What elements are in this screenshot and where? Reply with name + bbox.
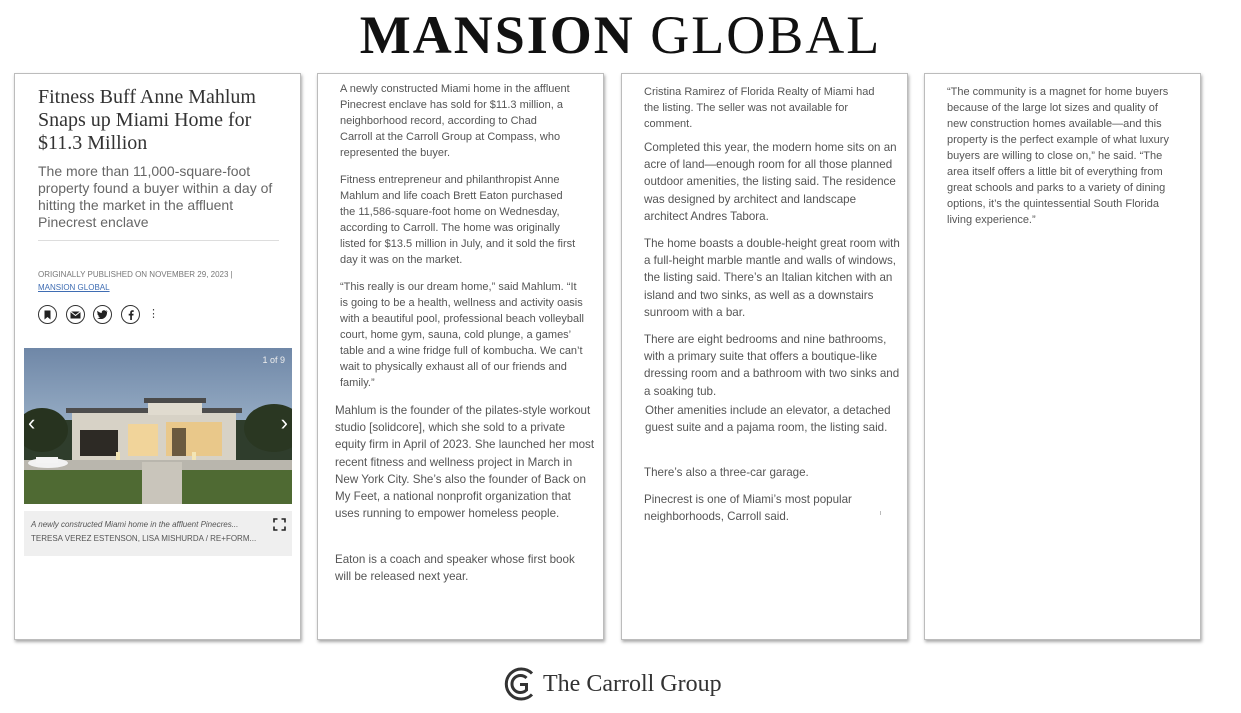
house-photo	[24, 348, 292, 504]
publish-date: ORIGINALLY PUBLISHED ON NOVEMBER 29, 2023 |	[38, 270, 233, 279]
photo-counter: 1 of 9	[262, 355, 285, 365]
article-column-1	[14, 73, 301, 640]
more-icon[interactable]: ⋮	[148, 308, 159, 320]
carroll-group-mark-icon	[503, 665, 537, 703]
paragraph: The home boasts a double-height great room with a full-height marble mantle and walls of windows, the listing said. There’s an Italian kitchen with an island and two sinks, as well as a downstairs sunroom with a bar.	[644, 237, 900, 319]
photo-carousel[interactable]	[24, 348, 292, 504]
photo-caption: A newly constructed Miami home in the affluent Pinecres...	[31, 520, 239, 529]
masthead-light: GLOBAL	[650, 5, 882, 65]
bookmark-icon[interactable]	[38, 305, 57, 324]
paragraph: There’s also a three-car garage.	[644, 466, 809, 479]
article-headline: Fitness Buff Anne Mahlum Snaps up Miami Home for $11.3 Million	[38, 86, 256, 154]
paragraph: A newly constructed Miami home in the affluent Pinecrest enclave has sold for $11.3 million, a neighborhood record, according to Chad Carroll at the Carroll Group at Compass, who represented the buyer.	[340, 83, 570, 159]
footer-brand-name: The Carroll Group	[543, 671, 722, 697]
photo-caption-box	[24, 511, 292, 556]
paragraph: Eaton is a coach and speaker whose first book will be released next year.	[335, 553, 575, 584]
article-column-3	[621, 73, 908, 640]
divider	[38, 240, 279, 241]
prev-arrow-icon[interactable]: ‹	[28, 410, 36, 435]
paragraph: Mahlum is the founder of the pilates-style workout studio [solidcore], which she sold to a private equity firm in April of 2023. She launched her most recent fitness and wellness project in March in New York City. She’s also the founder of Back on My Feet, a national nonprofit organization that uses running to empower homeless people.	[335, 404, 595, 521]
twitter-icon[interactable]	[93, 305, 112, 324]
carroll-group-logo	[503, 663, 743, 707]
masthead-bold: MANSION	[359, 5, 635, 65]
paragraph: “This really is our dream home,” said Mahlum. “It is going to be a health, wellness and activity oasis with a beautiful pool, professional beach volleyball court, home gym, sauna, cold plunge, a games’ table and a wine fridge full of kombucha. We can’t wait to physically exhaust all of our friends and family.”	[340, 281, 584, 389]
expand-icon[interactable]	[273, 518, 286, 531]
paragraph: There are eight bedrooms and nine bathrooms, with a primary suite that offers a boutique-like dressing room and a bathroom with two sinks and a soaking tub.	[644, 333, 900, 398]
next-arrow-icon[interactable]: ›	[280, 410, 288, 435]
paragraph: Fitness entrepreneur and philanthropist Anne Mahlum and life coach Brett Eaton purchased the 11,586-square-foot home on Wednesday, according to Carroll. The home was originally listed for $13.5 million in July, and it sold the first day it was on the market.	[340, 174, 576, 266]
paragraph: Completed this year, the modern home sits on an acre of land—enough room for all those planned outdoor amenities, the listing said. The residence was designed by architect and landscape architect Andres Tabora.	[644, 141, 897, 223]
article-dek: The more than 11,000-square-foot property found a buyer within a day of hitting the market in the affluent Pinecrest enclave	[38, 163, 273, 230]
paragraph: Cristina Ramirez of Florida Realty of Miami had the listing. The seller was not available for comment.	[644, 86, 875, 130]
photo-credit: TERESA VEREZ ESTENSON, LISA MISHURDA / RE+FORM...	[31, 534, 257, 543]
article-column-2	[317, 73, 604, 640]
facebook-icon[interactable]	[121, 305, 140, 324]
source-link[interactable]: MANSION GLOBAL	[38, 283, 110, 292]
stray-mark	[880, 511, 881, 515]
paragraph: “The community is a magnet for home buyers because of the large lot sizes and quality of new construction homes available—and this property is the perfect example of what luxury buyers are willing to close on,” he said. “The area itself offers a little bit of everything from great schools and parks to a variety of dining options, it’s the quintessential South Florida living experience.”	[947, 86, 1169, 226]
email-icon[interactable]	[66, 305, 85, 324]
article-column-4	[924, 73, 1201, 640]
paragraph: Pinecrest is one of Miami’s most popular neighborhoods, Carroll said.	[644, 493, 852, 524]
paragraph: Other amenities include an elevator, a detached guest suite and a pajama room, the listing said.	[645, 404, 891, 435]
masthead-title	[0, 6, 1241, 64]
